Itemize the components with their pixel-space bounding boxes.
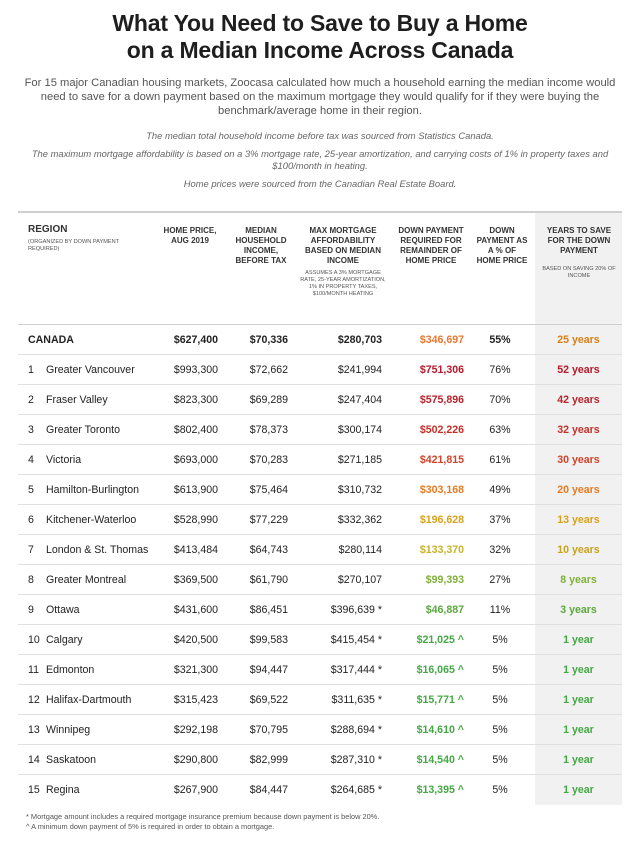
median-income: $75,464 — [249, 484, 288, 496]
max-mortgage: $332,362 — [337, 514, 382, 526]
years-to-save: 1 year — [563, 664, 594, 676]
down-payment-pct: 5% — [492, 754, 508, 766]
home-price: $993,300 — [173, 364, 218, 376]
max-mortgage: $241,994 — [337, 364, 382, 376]
rank-number: 1 — [28, 364, 34, 376]
savings-table — [18, 211, 622, 805]
max-mortgage: $271,185 — [337, 454, 382, 466]
rank-number: 12 — [28, 694, 40, 706]
down-payment-pct: 63% — [489, 424, 511, 436]
rank-number: 13 — [28, 724, 40, 736]
median-income: $69,522 — [249, 694, 288, 706]
max-mortgage: $317,444 * — [330, 664, 382, 676]
note-price-source: Home prices were sourced from the Canadian Real Estate Board. — [183, 178, 457, 189]
title-line-1: What You Need to Save to Buy a Home — [112, 10, 528, 36]
region-name: Regina — [46, 784, 80, 796]
rank-number: 9 — [28, 604, 34, 616]
home-price: $315,423 — [173, 694, 218, 706]
max-mortgage: $396,639 * — [330, 604, 382, 616]
down-payment: $346,697 — [419, 334, 464, 346]
region-name: Greater Toronto — [46, 424, 121, 436]
years-to-save: 1 year — [563, 754, 594, 766]
home-price: $693,000 — [173, 454, 218, 466]
max-mortgage: $264,685 * — [330, 784, 382, 796]
down-payment-pct: 5% — [492, 694, 508, 706]
years-to-save: 13 years — [557, 514, 600, 526]
table-row — [18, 744, 622, 774]
table-row — [18, 684, 622, 714]
table-row — [18, 504, 622, 534]
median-income: $77,229 — [249, 514, 288, 526]
home-price: $420,500 — [173, 634, 218, 646]
down-payment: $14,610 ^ — [416, 724, 464, 736]
intro-paragraph: For 15 major Canadian housing markets, Zoocasa calculated how much a household earning the median income would need to save for a down payment based on the maximum mortgage they would qualify for if they were buying the benchmark/average home in their region. — [24, 77, 616, 117]
down-payment-pct: 5% — [492, 664, 508, 676]
rank-number: 11 — [28, 664, 39, 676]
header-max-mortgage — [298, 226, 388, 298]
down-payment: $133,370 — [419, 544, 464, 556]
home-price: $431,600 — [173, 604, 218, 616]
rank-number: 14 — [28, 754, 40, 766]
years-to-save: 1 year — [563, 784, 594, 796]
max-mortgage: $300,174 — [337, 424, 382, 436]
note-mortgage-assumptions: The maximum mortgage affordability is based on a 3% mortgage rate, 25-year amortization, and carrying costs of 1% in property taxes and $100/month in heating. — [31, 148, 609, 171]
table-row — [18, 384, 622, 414]
median-income: $86,451 — [249, 604, 288, 616]
table-row — [18, 414, 622, 444]
years-to-save: 8 years — [560, 574, 597, 586]
rank-number: 5 — [28, 484, 34, 496]
table-row-canada — [18, 324, 622, 354]
years-to-save: 3 years — [560, 604, 597, 616]
median-income: $70,795 — [249, 724, 288, 736]
max-mortgage: $288,694 * — [330, 724, 382, 736]
down-payment: $13,395 ^ — [416, 784, 464, 796]
region-name: Edmonton — [46, 664, 95, 676]
rank-number: 2 — [28, 394, 34, 406]
region-name: Greater Montreal — [46, 574, 127, 586]
footnotes — [26, 812, 379, 831]
region-name: Winnipeg — [46, 724, 91, 736]
header-years-label: YEARS TO SAVE FOR THE DOWN PAYMENT — [546, 226, 612, 255]
header-down-payment: DOWN PAYMENT REQUIRED FOR REMAINDER OF HOME PRICE — [398, 226, 464, 265]
down-payment-pct: 70% — [489, 394, 511, 406]
header-years-sub: BASED ON SAVING 20% OF INCOME — [542, 266, 616, 279]
years-to-save: 25 years — [557, 334, 600, 346]
table-row — [18, 654, 622, 684]
rank-number: 10 — [28, 634, 40, 646]
max-mortgage: $311,635 * — [331, 694, 382, 706]
header-region-sub: (ORGANIZED BY DOWN PAYMENT REQUIRED) — [28, 239, 119, 252]
header-home-price: HOME PRICE, AUG 2019 — [163, 226, 217, 245]
header-down-pct: DOWN PAYMENT AS A % OF HOME PRICE — [476, 226, 528, 265]
header-max-mortgage-sub: ASSUMES A 3% MORTGAGE RATE, 25-YEAR AMORTIZATION, 1% IN PROPERTY TAXES, $100/MONTH HEATING — [300, 270, 386, 297]
region-name: London & St. Thomas — [46, 544, 149, 556]
footnote-minimum-down: ^ A minimum down payment of 5% is required in order to obtain a mortgage. — [26, 821, 275, 831]
home-price: $823,300 — [173, 394, 218, 406]
down-payment: $16,065 ^ — [416, 664, 464, 676]
down-payment-pct: 55% — [489, 334, 511, 346]
note-income-source: The median total household income before tax was sourced from Statistics Canada. — [146, 130, 494, 141]
home-price: $321,300 — [173, 664, 218, 676]
home-price: $369,500 — [173, 574, 218, 586]
rank-number: 4 — [28, 454, 34, 466]
max-mortgage: $310,732 — [337, 484, 382, 496]
footnote-insurance: * Mortgage amount includes a required mortgage insurance premium because down payment is below 20%. — [26, 812, 380, 821]
region-name: Greater Vancouver — [46, 364, 135, 376]
table-row — [18, 714, 622, 744]
down-payment-pct: 49% — [489, 484, 511, 496]
median-income: $72,662 — [249, 364, 288, 376]
years-to-save: 32 years — [557, 424, 600, 436]
max-mortgage: $270,107 — [337, 574, 382, 586]
down-payment: $21,025 ^ — [416, 634, 464, 646]
title-line-2: on a Median Income Across Canada — [126, 37, 514, 63]
region-name: Calgary — [46, 634, 83, 646]
rank-number: 7 — [28, 544, 34, 556]
median-income: $61,790 — [249, 574, 288, 586]
page-title — [0, 0, 640, 64]
down-payment: $575,896 — [419, 394, 464, 406]
home-price: $290,800 — [173, 754, 218, 766]
header-max-mortgage-label: MAX MORTGAGE AFFORDABILITY BASED ON MEDIAN INCOME — [304, 226, 381, 265]
down-payment: $421,815 — [419, 454, 464, 466]
header-years-to-save — [540, 226, 618, 280]
max-mortgage: $280,114 — [338, 544, 382, 556]
years-to-save: 1 year — [563, 694, 594, 706]
table-row — [18, 774, 622, 804]
median-income: $69,289 — [249, 394, 288, 406]
down-payment-pct: 61% — [489, 454, 511, 466]
down-payment-pct: 76% — [489, 364, 511, 376]
region-name: Saskatoon — [46, 754, 97, 766]
median-income: $78,373 — [249, 424, 288, 436]
down-payment: $14,540 ^ — [416, 754, 464, 766]
header-region — [28, 225, 148, 253]
table-header — [18, 211, 622, 323]
down-payment: $751,306 — [419, 364, 464, 376]
median-income: $94,447 — [249, 664, 288, 676]
years-to-save: 42 years — [557, 394, 600, 406]
down-payment-pct: 5% — [492, 784, 508, 796]
down-payment: $99,393 — [425, 574, 464, 586]
table-row — [18, 564, 622, 594]
region-name: Hamilton-Burlington — [46, 484, 140, 496]
down-payment-pct: 5% — [492, 724, 508, 736]
home-price: $267,900 — [173, 784, 218, 796]
median-income: $70,283 — [249, 454, 288, 466]
rank-number: 3 — [28, 424, 34, 436]
methodology-notes — [30, 130, 610, 190]
down-payment: $502,226 — [419, 424, 464, 436]
home-price: $413,484 — [173, 544, 218, 556]
table-row — [18, 354, 622, 384]
years-to-save: 30 years — [557, 454, 600, 466]
years-to-save: 52 years — [557, 364, 600, 376]
years-to-save: 20 years — [557, 484, 600, 496]
down-payment-pct: 32% — [489, 544, 511, 556]
table-row — [18, 624, 622, 654]
region-name: CANADA — [28, 334, 74, 346]
region-name: Victoria — [46, 454, 82, 466]
region-name: Kitchener-Waterloo — [46, 514, 137, 526]
header-region-label: REGION — [28, 224, 68, 235]
years-to-save: 1 year — [563, 634, 594, 646]
region-name: Fraser Valley — [46, 394, 108, 406]
down-payment-pct: 11% — [489, 604, 511, 616]
home-price: $528,990 — [173, 514, 218, 526]
max-mortgage: $415,454 * — [330, 634, 382, 646]
rank-number: 8 — [28, 574, 34, 586]
table-row — [18, 594, 622, 624]
median-income: $99,583 — [249, 634, 288, 646]
down-payment: $46,887 — [425, 604, 464, 616]
median-income: $70,336 — [249, 334, 288, 346]
median-income: $84,447 — [249, 784, 288, 796]
down-payment: $303,168 — [419, 484, 464, 496]
down-payment: $15,771 ^ — [416, 694, 464, 706]
median-income: $64,743 — [249, 544, 288, 556]
down-payment-pct: 37% — [489, 514, 511, 526]
region-name: Ottawa — [46, 604, 80, 616]
table-row — [18, 444, 622, 474]
max-mortgage: $287,310 * — [330, 754, 382, 766]
region-name: Halifax-Dartmouth — [46, 694, 132, 706]
rank-number: 6 — [28, 514, 34, 526]
table-row — [18, 474, 622, 504]
max-mortgage: $247,404 — [337, 394, 382, 406]
years-to-save: 1 year — [563, 724, 594, 736]
median-income: $82,999 — [249, 754, 288, 766]
down-payment-pct: 5% — [492, 634, 508, 646]
home-price: $802,400 — [173, 424, 218, 436]
rank-number: 15 — [28, 784, 40, 796]
home-price: $613,900 — [173, 484, 218, 496]
down-payment: $196,628 — [419, 514, 464, 526]
max-mortgage: $280,703 — [337, 334, 382, 346]
table-row — [18, 534, 622, 564]
down-payment-pct: 27% — [489, 574, 511, 586]
home-price: $627,400 — [173, 334, 218, 346]
years-to-save: 10 years — [557, 544, 600, 556]
home-price: $292,198 — [173, 724, 218, 736]
header-median-income: MEDIAN HOUSEHOLD INCOME, BEFORE TAX — [235, 226, 287, 265]
